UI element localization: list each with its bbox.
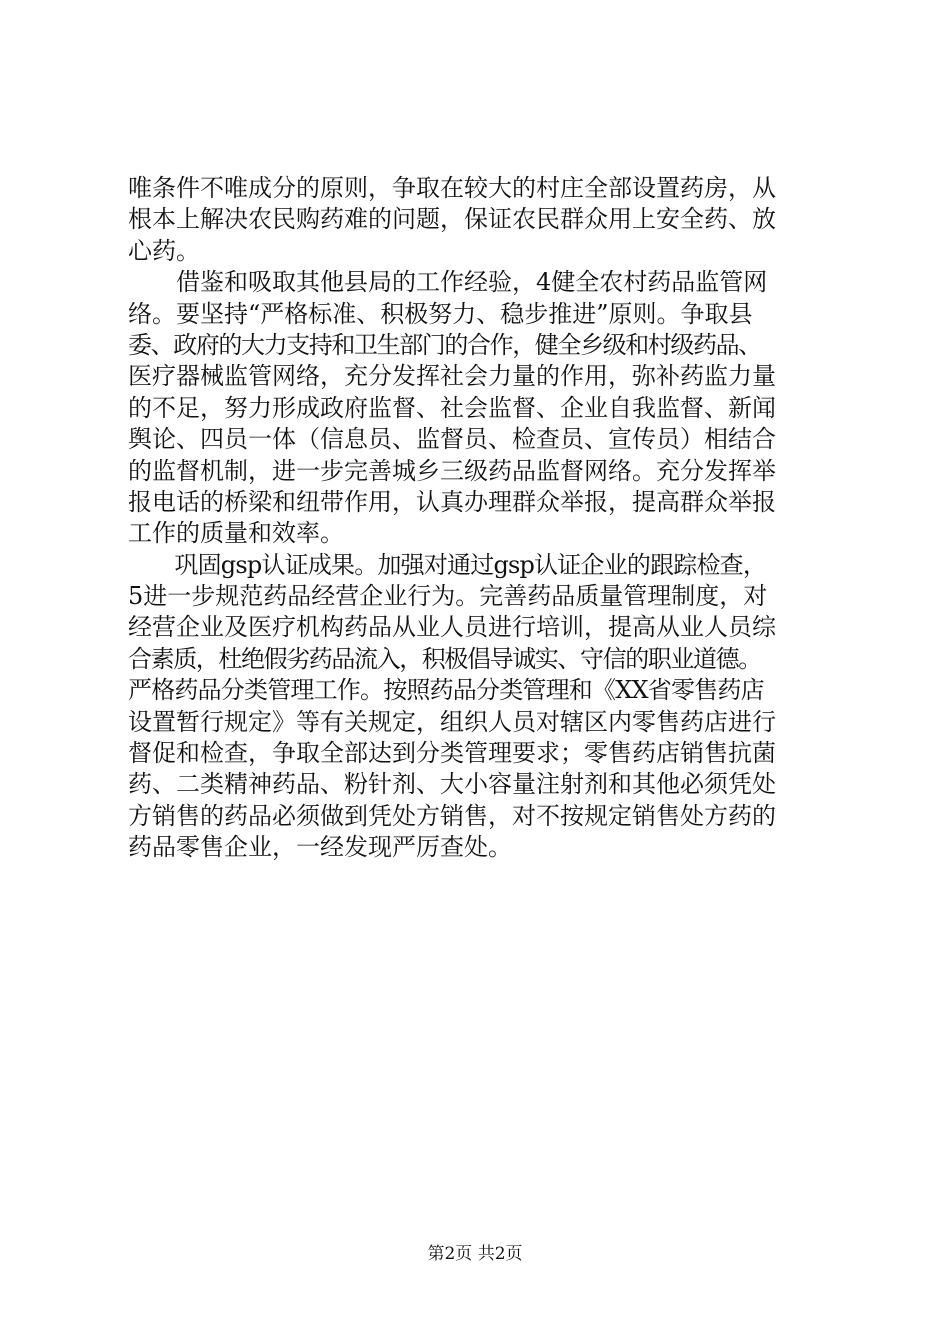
text-line: 巩固gsp认证成果。加强对通过gsp认证企业的跟踪检查，: [128, 550, 767, 579]
text-line: 设置暂行规定》等有关规定，组织人员对辖区内零售药店进行: [128, 707, 776, 736]
text-line: 严格药品分类管理工作。按照药品分类管理和《XX省零售药店: [128, 676, 764, 705]
text-line: 方销售的药品必须做到凭处方销售，对不按规定销售处方药的: [128, 801, 776, 830]
text-line: 的不足，努力形成政府监督、社会监督、企业自我监督、新闻: [128, 393, 776, 422]
body-text: [128, 173, 832, 864]
text-line: 经营企业及医疗机构药品从业人员进行培训，提高从业人员综: [128, 613, 776, 642]
text-line: 根本上解决农民购药难的问题，保证农民群众用上安全药、放: [128, 205, 776, 234]
text-line: 心药。: [128, 236, 200, 265]
text-line: 报电话的桥梁和纽带作用，认真办理群众举报，提高群众举报: [128, 487, 776, 516]
text-line: 合素质，杜绝假劣药品流入，积极倡导诚实、守信的职业道德。: [128, 644, 761, 673]
text-line: 工作的质量和效率。: [128, 519, 344, 548]
text-line: 的监督机制，进一步完善城乡三级药品监督网络。充分发挥举: [128, 456, 776, 485]
text-line: 委、政府的大力支持和卫生部门的合作，健全乡级和村级药品、: [128, 330, 761, 359]
text-line: 药品零售企业，一经发现严厉查处。: [128, 833, 512, 862]
text-line: 督促和检查，争取全部达到分类管理要求；零售药店销售抗菌: [128, 739, 776, 768]
text-line: 药、二类精神药品、粉针剂、大小容量注射剂和其他必须凭处: [128, 770, 776, 799]
text-line: 医疗器械监管网络，充分发挥社会力量的作用，弥补药监力量: [128, 362, 776, 391]
text-line: 5进一步规范药品经营企业行为。完善药品质量管理制度，对: [128, 582, 768, 611]
text-line: 唯条件不唯成分的原则，争取在较大的村庄全部设置药房，从: [128, 174, 776, 202]
text-line: 借鉴和吸取其他县局的工作经验，4健全农村药品监管网: [128, 268, 768, 297]
text-line: 络。要坚持“严格标准、积极努力、稳步推进”原则。争取县: [128, 299, 753, 328]
text-line: 舆论、四员一体（信息员、监督员、检查员、宣传员）相结合: [128, 425, 776, 454]
page-footer: 第2页 共2页: [427, 1244, 523, 1264]
